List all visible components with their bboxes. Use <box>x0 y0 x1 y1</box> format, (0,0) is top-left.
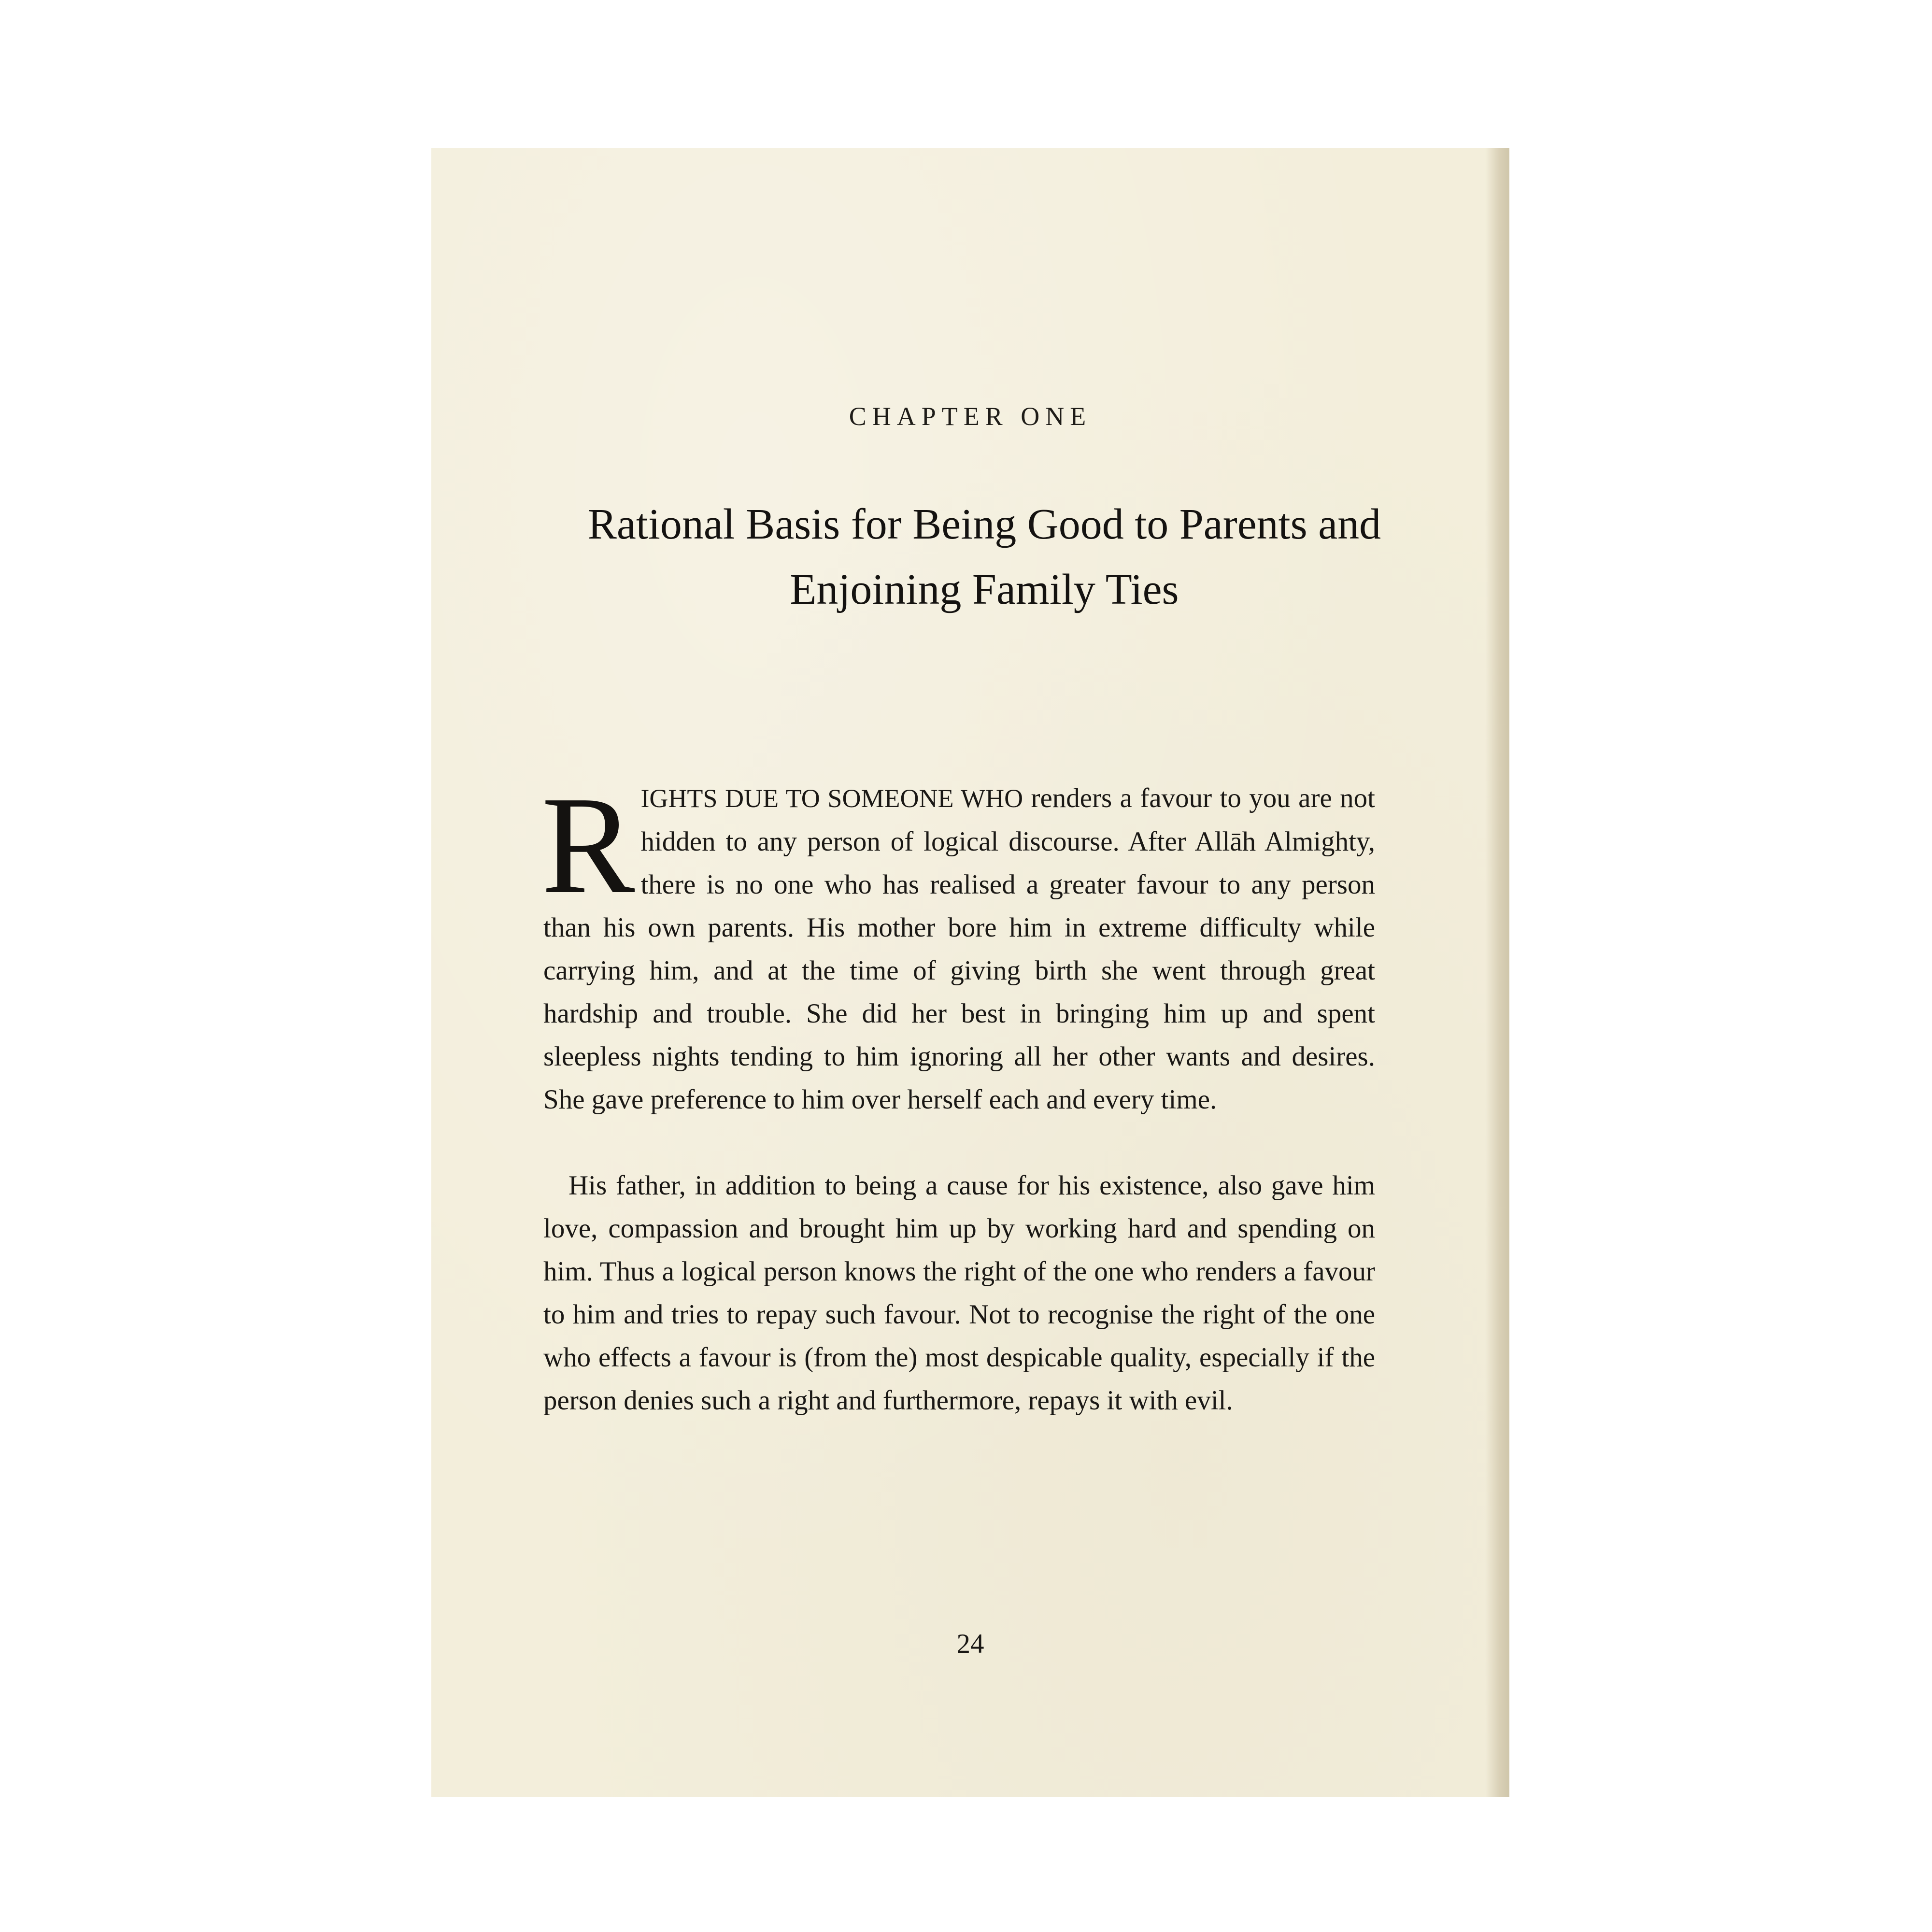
drop-cap: R <box>541 767 635 923</box>
chapter-title: Rational Basis for Being Good to Parents and Enjoining Family Ties <box>587 500 1381 613</box>
page-edge-shadow <box>1485 148 1509 1797</box>
body-text <box>541 767 1375 1422</box>
book-page <box>431 148 1509 1797</box>
paragraph-1-lead: IGHTS DUE TO SOMEONE WHO <box>640 784 1023 813</box>
paragraph-1-text: renders a favour to you are not hidden to any person of logical discourse. After Allāh Almighty, there is no one who has realised a greater favour to any person than his own parents. His mother bore him in extreme difficulty while carrying him, and at the time of giving birth she went through great hardship and trouble. She did her best in bringing him up and spent sleepless nights tending to him ignoring all her other wants and desires. She gave preference to him over herself each and every time. <box>543 783 1375 1115</box>
chapter-label: CHAPTER ONE <box>849 402 1092 431</box>
page-number: 24 <box>956 1629 984 1659</box>
paragraph-2: His father, in addition to being a cause for his existence, also gave him love, compassion and brought him up by working hard and spending on him. Thus a logical person knows the right of the one who renders a favour to him and tries to repay such favour. Not to recognise the right of the one who effects a favour is (from the) most despicable quality, especially if the person denies such a right and furthermore, repays it with evil. <box>543 1170 1375 1416</box>
paragraph-1 <box>541 767 1375 1121</box>
